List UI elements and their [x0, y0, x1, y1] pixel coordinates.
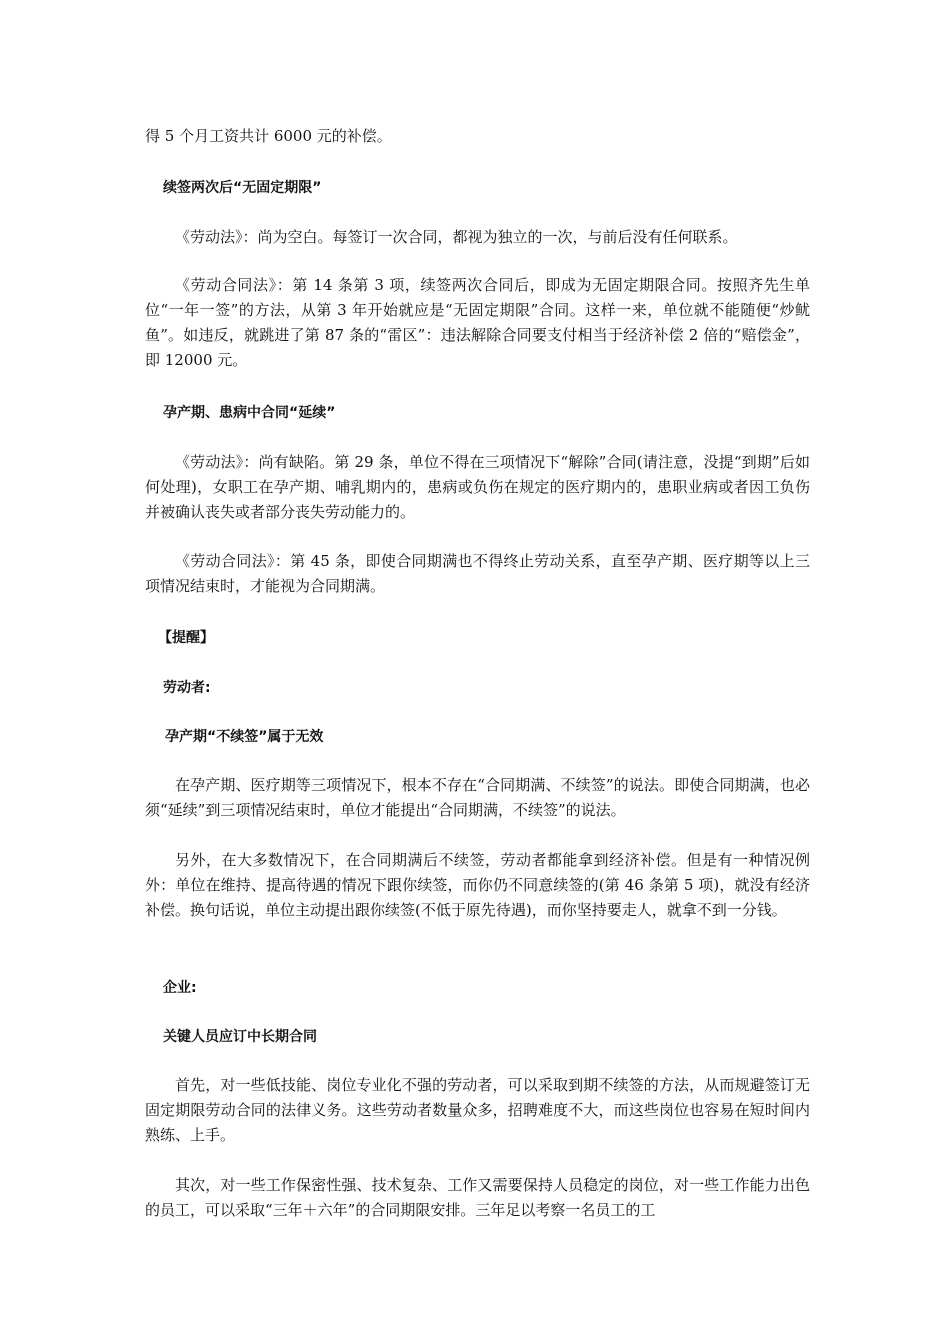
heading-renewal-twice: 续签两次后“无固定期限”: [163, 180, 322, 196]
heading-pregnancy-no-renewal-invalid: 孕产期“不续签”属于无效: [165, 729, 324, 745]
paragraph-labor-law-article-29: 《劳动法》：尚有缺陷。第 29 条，单位不得在三项情况下“解除”合同(请注意，没提“到期”后如何处理)，女职工在孕产期、哺乳期内的，患病或负伤在规定的医疗期内的，患职业病或者因工负伤并被确认丧失或者部分丧失劳动能力的。: [145, 453, 810, 521]
heading-reminder: 【提醒】: [158, 630, 214, 646]
paragraph-continuation: 得 5 个月工资共计 6000 元的补偿。: [145, 127, 392, 145]
heading-key-personnel: 关键人员应订中长期合同: [163, 1029, 317, 1045]
paragraph-labor-law-blank: 《劳动法》：尚为空白。每签订一次合同，都视为独立的一次，与前后没有任何联系。: [175, 228, 738, 246]
paragraph-three-situations: 在孕产期、医疗期等三项情况下，根本不存在“合同期满、不续签”的说法。即使合同期满，也必须“延续”到三项情况结束时，单位才能提出“合同期满，不续签”的说法。: [145, 776, 810, 819]
paragraph-low-skill-workers: 首先，对一些低技能、岗位专业化不强的劳动者，可以采取到期不续签的方法，从而规避签订无固定期限劳动合同的法律义务。这些劳动者数量众多，招聘难度不大，而这些岗位也容易在短时间内熟练、上手。: [145, 1076, 810, 1144]
paragraph-contract-law-article-14: 《劳动合同法》：第 14 条第 3 项，续签两次合同后，即成为无固定期限合同。按照齐先生单位“一年一签”的方法，从第 3 年开始就应是“无固定期限”合同。这样一来，单位就不能随便“炒鱿鱼”。如违反，就跳进了第 87 条的“雷区”：违法解除合同要支付相当于经济补偿 2 倍的“赔偿金”，即 12000 元。: [145, 276, 810, 369]
heading-workers: 劳动者:: [163, 680, 211, 696]
heading-pregnancy-illness: 孕产期、患病中合同“延续”: [163, 405, 336, 421]
paragraph-key-positions: 其次，对一些工作保密性强、技术复杂、工作又需要保持人员稳定的岗位，对一些工作能力出色的员工，可以采取“三年＋六年”的合同期限安排。三年足以考察一名员工的工: [145, 1176, 810, 1219]
paragraph-contract-law-article-45: 《劳动合同法》：第 45 条，即使合同期满也不得终止劳动关系，直至孕产期、医疗期等以上三项情况结束时，才能视为合同期满。: [145, 552, 810, 595]
paragraph-economic-compensation: 另外，在大多数情况下，在合同期满后不续签，劳动者都能拿到经济补偿。但是有一种情况例外：单位在维持、提高待遇的情况下跟你续签，而你仍不同意续签的(第 46 条第 5 项)，就没有经济补偿。换句话说，单位主动提出跟你续签(不低于原先待遇)，而你坚持要走人，就拿不到一分钱。: [145, 851, 810, 919]
heading-enterprise: 企业:: [163, 980, 197, 996]
